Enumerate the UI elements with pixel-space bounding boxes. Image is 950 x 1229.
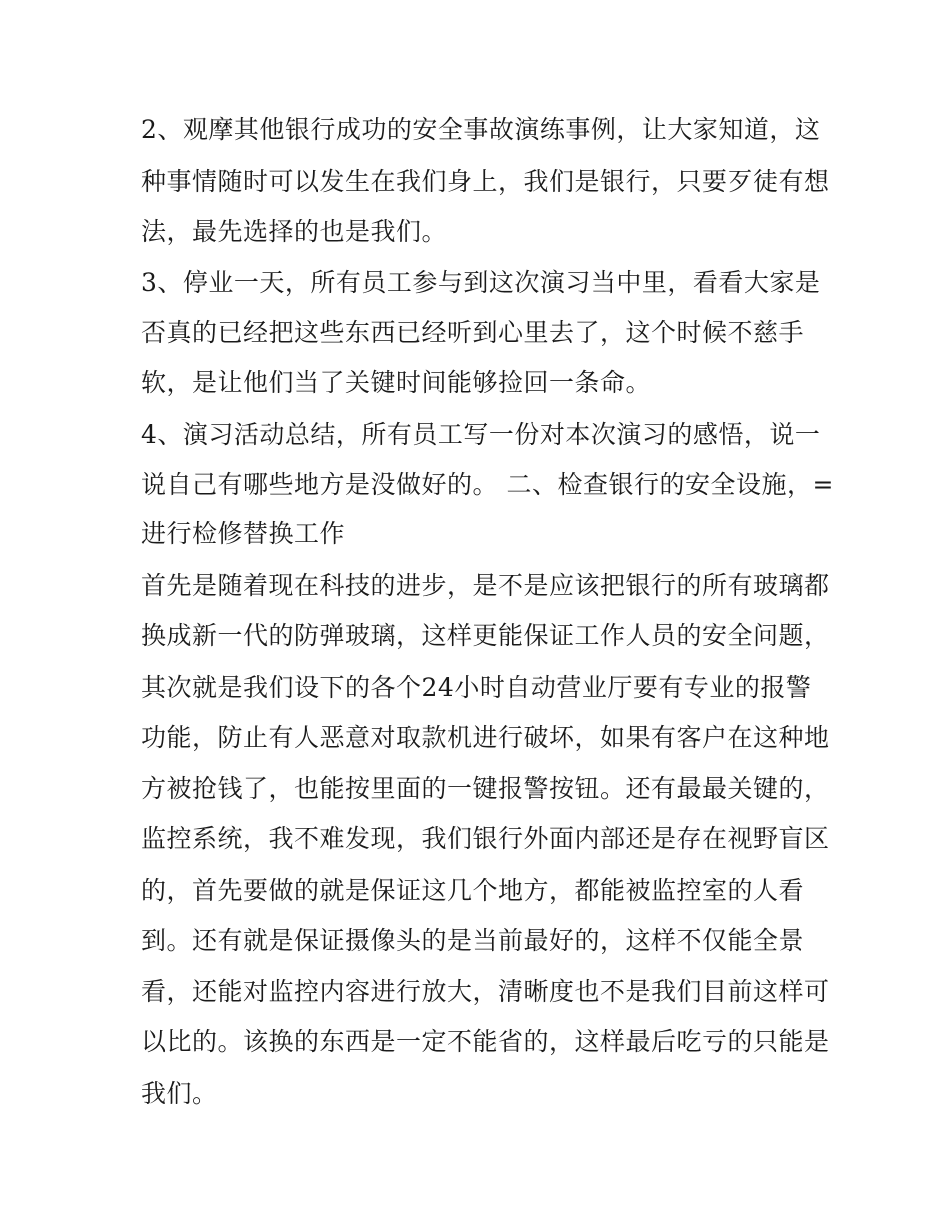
text-line: 说自己有哪些地方是没做好的。 二、检查银行的安全设施，= <box>141 470 834 499</box>
text-line: 3、停业一天，所有员工参与到这次演习当中里，看看大家是 <box>141 268 821 297</box>
text-line: 换成新一代的防弹玻璃，这样更能保证工作人员的安全问题， <box>141 621 830 650</box>
text-line: 首先是随着现在科技的进步，是不是应该把银行的所有玻璃都 <box>141 571 830 600</box>
text-line: 方被抢钱了，也能按里面的一键报警按钮。还有最最关键的， <box>141 774 830 803</box>
text-line: 以比的。该换的东西是一定不能省的，这样最后吃亏的只能是 <box>141 1027 830 1056</box>
text-line: 到。还有就是保证摄像头的是当前最好的，这样不仅能全景 <box>141 926 805 955</box>
text-line: 监控系统，我不难发现，我们银行外面内部还是存在视野盲区 <box>141 824 830 853</box>
text-line: 否真的已经把这些东西已经听到心里去了，这个时候不慈手 <box>141 318 805 347</box>
text-line: 2、观摩其他银行成功的安全事故演练事例，让大家知道，这 <box>141 115 821 144</box>
text-line: 我们。 <box>141 1079 218 1108</box>
text-line: 进行检修替换工作 <box>141 519 346 548</box>
text-line: 的，首先要做的就是保证这几个地方，都能被监控室的人看 <box>141 876 805 905</box>
text-line: 法，最先选择的也是我们。 <box>141 217 448 246</box>
text-line: 软，是让他们当了关键时间能够捡回一条命。 <box>141 368 652 397</box>
text-line: 4、演习活动总结，所有员工写一份对本次演习的感悟，说一 <box>141 420 821 449</box>
text-line: 看，还能对监控内容进行放大，清晰度也不是我们目前这样可 <box>141 977 830 1006</box>
text-line: 其次就是我们设下的各个24小时自动营业厅要有专业的报警 <box>141 673 812 702</box>
text-line: 种事情随时可以发生在我们身上，我们是银行，只要歹徒有想 <box>141 167 830 196</box>
text-line: 功能，防止有人恶意对取款机进行破坏，如果有客户在这种地 <box>141 723 830 752</box>
